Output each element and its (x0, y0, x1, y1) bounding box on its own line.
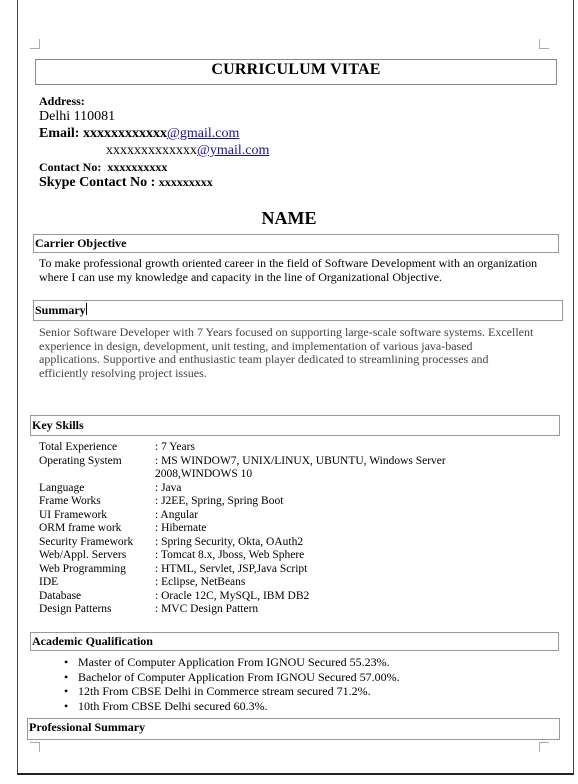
crop-mark-bottom-right (539, 742, 549, 752)
academic-item (64, 670, 400, 684)
contact-line (39, 160, 167, 175)
email-label: Email: (39, 126, 80, 141)
email-line-1 (39, 126, 239, 142)
skill-row (39, 603, 258, 617)
academic-title: Academic Qualification (32, 634, 153, 648)
skills-title: Key Skills (32, 418, 84, 432)
skill-row (39, 536, 303, 550)
skill-value: : Spring Security, Okta, OAuth2 (155, 535, 304, 548)
crop-mark-top-left (30, 39, 40, 49)
skill-key: Design Patterns (39, 603, 112, 615)
academic-item (64, 655, 390, 669)
email-domain-link-1[interactable]: @gmail.com (166, 126, 240, 141)
skill-key: Operating System (39, 454, 122, 467)
skill-value: : Oracle 12C, MySQL, IBM DB2 (155, 589, 310, 602)
skill-row (39, 590, 309, 604)
skill-value: : Angular (155, 508, 199, 521)
document-title: CURRICULUM VITAE (211, 61, 381, 78)
skill-value: : 7 Years (155, 441, 195, 453)
crop-mark-top-right (539, 39, 549, 49)
address-value: Delhi 110081 (39, 109, 116, 124)
skill-key: IDE (39, 576, 59, 588)
skill-row (39, 563, 307, 577)
skype-label: Skype Contact No : (39, 175, 156, 190)
skill-value: : Hibernate (155, 522, 207, 534)
academic-text: 12th From CBSE Delhi in Commerce stream secured 71.2%. (78, 684, 371, 699)
skill-row (39, 441, 195, 455)
skill-key: Web Programming (39, 562, 126, 575)
skill-key: Total Experience (39, 441, 118, 453)
skill-row (39, 495, 283, 509)
skill-value: : HTML, Servlet, JSP,Java Script (155, 562, 308, 575)
skill-key: Database (39, 589, 82, 602)
address-label: Address: (39, 94, 85, 108)
skill-value: : Java (155, 481, 182, 494)
objective-header-box (33, 234, 559, 253)
academic-text: Master of Computer Application From IGNOU Secured 55.23%. (78, 655, 390, 669)
email-user-1: xxxxxxxxxxxx (82, 126, 167, 141)
skill-row (39, 468, 252, 482)
bullet-icon: • (64, 669, 69, 684)
academic-header-box (30, 632, 559, 651)
bullet-icon: • (64, 655, 69, 669)
candidate-name: NAME (261, 208, 317, 228)
email-line-2 (106, 143, 269, 159)
professional-header-box (27, 718, 560, 740)
skill-key: UI Framework (39, 508, 108, 521)
academic-text: 10th From CBSE Delhi secured 60.3%. (78, 699, 268, 714)
skill-row (39, 509, 198, 523)
skill-row (39, 549, 304, 563)
crop-mark-bottom-left (30, 742, 40, 752)
skill-row (39, 482, 182, 496)
academic-item (64, 699, 268, 713)
skill-key: Security Framework (39, 535, 134, 548)
skill-row (39, 576, 245, 590)
summary-header-box (33, 300, 563, 321)
skype-line (39, 175, 213, 191)
skills-header-box (30, 415, 560, 436)
contact-label: Contact No: (39, 160, 102, 174)
bullet-icon: • (64, 699, 69, 714)
objective-title: Carrier Objective (35, 236, 127, 250)
skill-value: : MVC Design Pattern (155, 603, 259, 615)
skill-key: Frame Works (39, 495, 101, 507)
text-cursor (86, 303, 87, 315)
summary-title: Summary (35, 303, 86, 317)
objective-text: To make professional growth oriented career in the field of Software Development with an organization where I can use my knowledge and capacity in the line of Organizational Objective. (39, 256, 538, 284)
skill-value: : J2EE, Spring, Spring Boot (155, 495, 284, 507)
summary-text: Senior Software Developer with 7 Years focused on supporting large-scale software systems. Excellent experience in design, development, unit testing, and implementation of various java-based applications. Supportive and enthusiastic team player dedicated to streamlining processes and efficiently resolving project issues. (39, 325, 534, 380)
skill-value: : Tomcat 8.x, Jboss, Web Sphere (155, 549, 305, 561)
skill-key: Web/Appl. Servers (39, 549, 127, 561)
skill-row (39, 522, 206, 536)
bullet-icon: • (64, 684, 69, 699)
skill-value: 2008,WINDOWS 10 (155, 468, 253, 480)
academic-text: Bachelor of Computer Application From IGNOU Secured 57.00%. (78, 669, 400, 684)
title-box (35, 59, 557, 85)
skill-key: Language (39, 481, 85, 494)
skype-value: xxxxxxxxx (158, 175, 213, 189)
email-user-2: xxxxxxxxxxxxx (106, 143, 197, 158)
email-domain-link-2[interactable]: @ymail.com (197, 143, 270, 158)
academic-item (64, 684, 371, 698)
professional-title: Professional Summary (29, 720, 146, 734)
contact-value: xxxxxxxxxx (107, 160, 168, 174)
skill-value: : Eclipse, NetBeans (155, 576, 246, 588)
skill-row (39, 455, 446, 469)
skill-value: : MS WINDOW7, UNIX/LINUX, UBUNTU, Windows Server (155, 454, 446, 467)
skill-key: ORM frame work (39, 522, 122, 534)
